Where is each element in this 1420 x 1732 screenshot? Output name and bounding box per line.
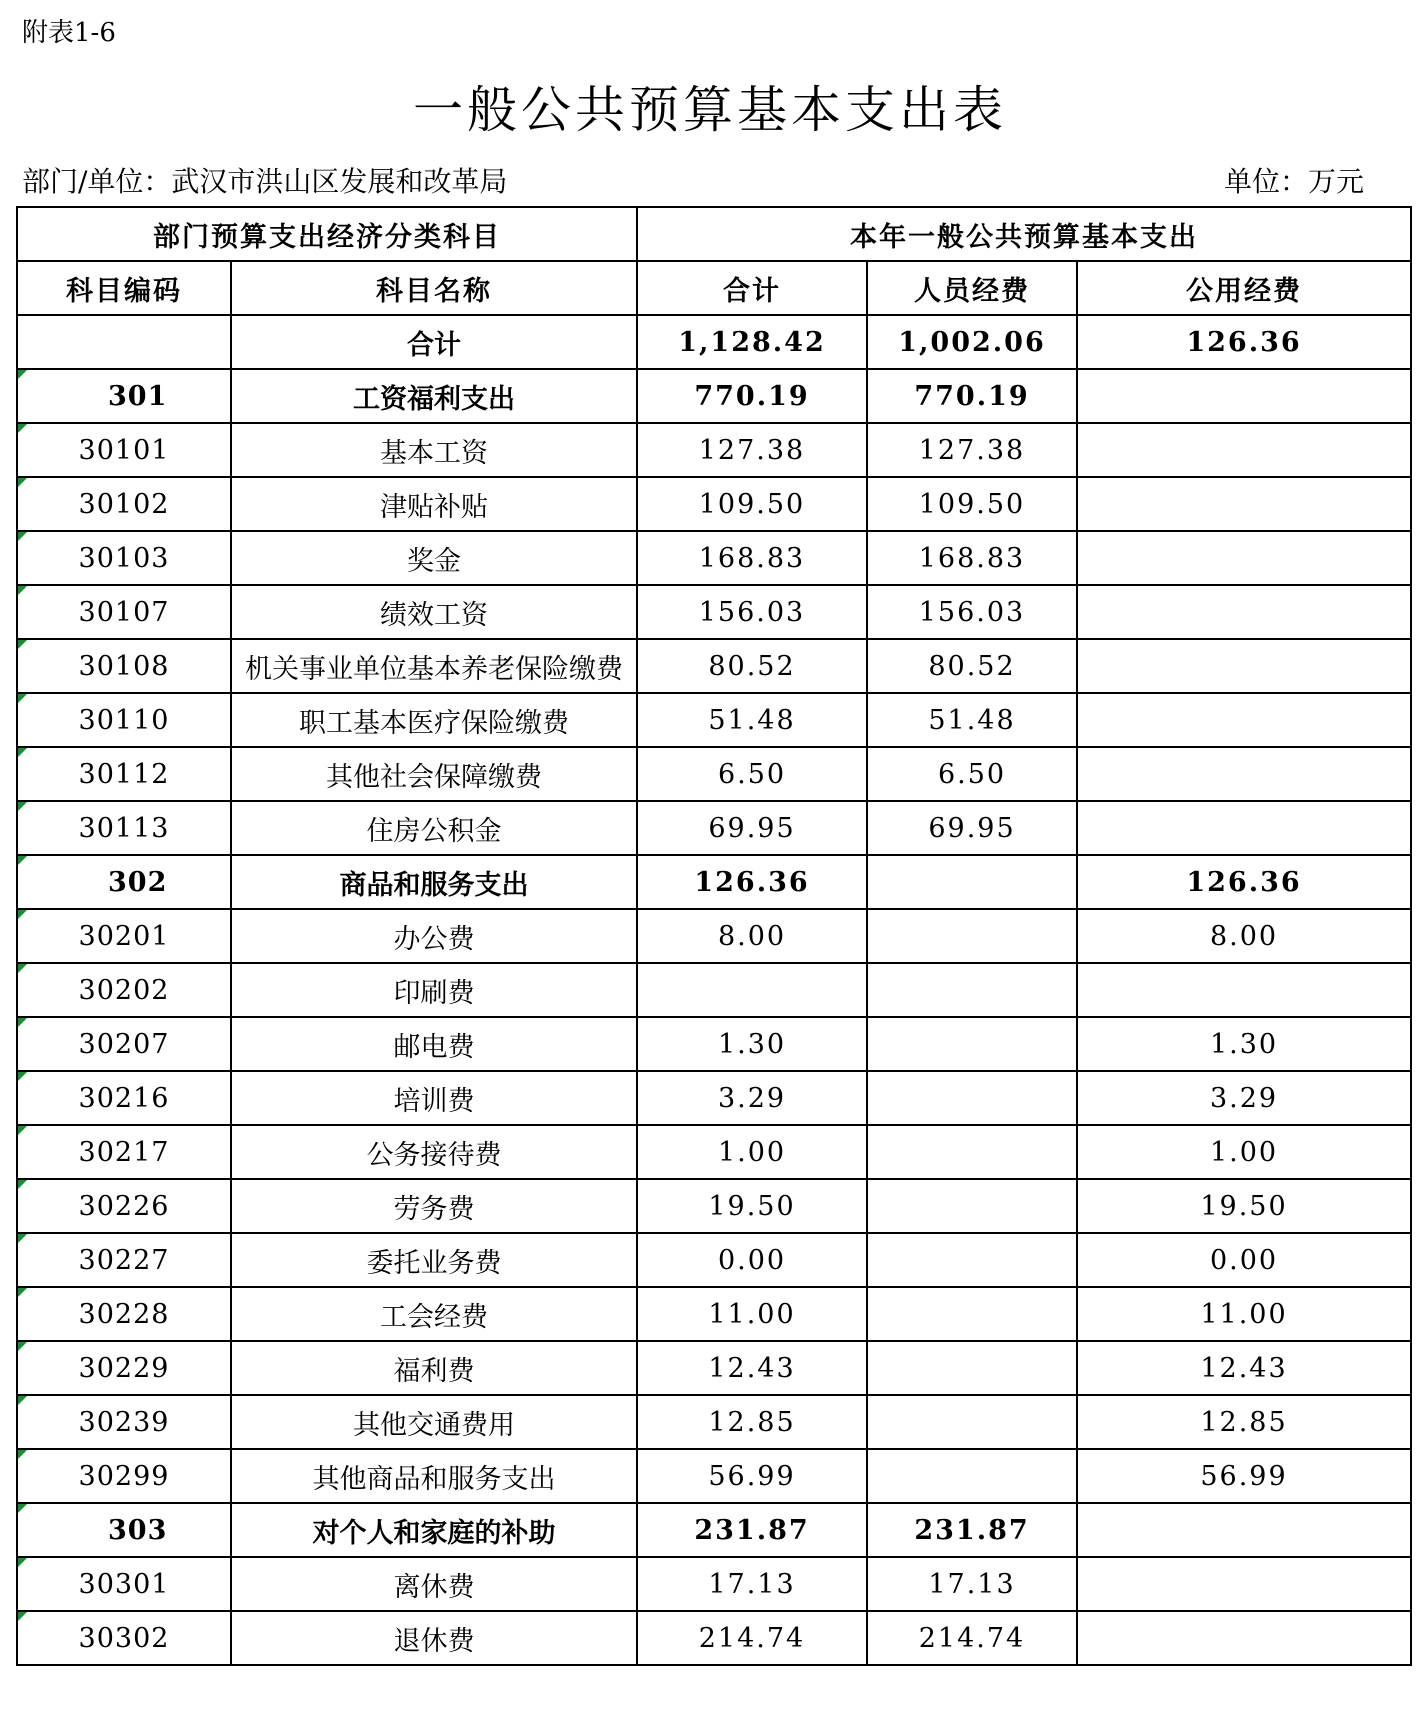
header-group-row bbox=[17, 207, 1411, 261]
row-public: 126.36 bbox=[1077, 855, 1411, 909]
header-group-left: 部门预算支出经济分类科目 bbox=[17, 207, 637, 261]
row-code: 30207 bbox=[17, 1017, 231, 1071]
table-row bbox=[17, 801, 1411, 855]
annex-label: 附表1-6 bbox=[22, 18, 116, 48]
header-name: 科目名称 bbox=[231, 261, 637, 315]
row-total: 6.50 bbox=[637, 747, 867, 801]
row-public bbox=[1077, 369, 1411, 423]
row-name: 机关事业单位基本养老保险缴费 bbox=[231, 639, 637, 693]
row-code: 30201 bbox=[17, 909, 231, 963]
table-row bbox=[17, 1395, 1411, 1449]
row-total: 51.48 bbox=[637, 693, 867, 747]
row-personnel: 69.95 bbox=[867, 801, 1077, 855]
row-personnel: 17.13 bbox=[867, 1557, 1077, 1611]
table-row bbox=[17, 585, 1411, 639]
table-row bbox=[17, 693, 1411, 747]
table-row bbox=[17, 1611, 1411, 1665]
row-name: 退休费 bbox=[231, 1611, 637, 1665]
row-public: 56.99 bbox=[1077, 1449, 1411, 1503]
row-code: 303 bbox=[17, 1503, 231, 1557]
row-personnel bbox=[867, 909, 1077, 963]
row-code: 30112 bbox=[17, 747, 231, 801]
row-personnel: 231.87 bbox=[867, 1503, 1077, 1557]
row-code: 30302 bbox=[17, 1611, 231, 1665]
row-personnel: 168.83 bbox=[867, 531, 1077, 585]
row-total: 11.00 bbox=[637, 1287, 867, 1341]
row-total: 69.95 bbox=[637, 801, 867, 855]
row-personnel: 51.48 bbox=[867, 693, 1077, 747]
row-personnel: 6.50 bbox=[867, 747, 1077, 801]
header-personnel: 人员经费 bbox=[867, 261, 1077, 315]
table-row bbox=[17, 855, 1411, 909]
row-public bbox=[1077, 1557, 1411, 1611]
row-total: 231.87 bbox=[637, 1503, 867, 1557]
row-name: 津贴补贴 bbox=[231, 477, 637, 531]
department-label: 部门/单位：武汉市洪山区发展和改革局 bbox=[22, 165, 508, 198]
row-code: 301 bbox=[17, 369, 231, 423]
row-code: 30229 bbox=[17, 1341, 231, 1395]
row-public: 19.50 bbox=[1077, 1179, 1411, 1233]
row-name: 工资福利支出 bbox=[231, 369, 637, 423]
row-total: 127.38 bbox=[637, 423, 867, 477]
table-row bbox=[17, 639, 1411, 693]
row-name: 福利费 bbox=[231, 1341, 637, 1395]
table-row bbox=[17, 1557, 1411, 1611]
row-personnel bbox=[867, 855, 1077, 909]
header-code: 科目编码 bbox=[17, 261, 231, 315]
row-total: 8.00 bbox=[637, 909, 867, 963]
row-name: 其他社会保障缴费 bbox=[231, 747, 637, 801]
row-name: 对个人和家庭的补助 bbox=[231, 1503, 637, 1557]
row-personnel bbox=[867, 1179, 1077, 1233]
row-personnel bbox=[867, 1233, 1077, 1287]
row-code: 30108 bbox=[17, 639, 231, 693]
row-total: 109.50 bbox=[637, 477, 867, 531]
row-total: 126.36 bbox=[637, 855, 867, 909]
row-name: 住房公积金 bbox=[231, 801, 637, 855]
table-row bbox=[17, 423, 1411, 477]
row-public bbox=[1077, 693, 1411, 747]
row-total: 0.00 bbox=[637, 1233, 867, 1287]
unit-label: 单位：万元 bbox=[1224, 165, 1365, 198]
row-total: 168.83 bbox=[637, 531, 867, 585]
row-total bbox=[637, 963, 867, 1017]
row-public: 12.43 bbox=[1077, 1341, 1411, 1395]
row-code: 30103 bbox=[17, 531, 231, 585]
table-row bbox=[17, 1287, 1411, 1341]
row-name: 离休费 bbox=[231, 1557, 637, 1611]
row-code: 302 bbox=[17, 855, 231, 909]
row-code: 30299 bbox=[17, 1449, 231, 1503]
total-public: 126.36 bbox=[1077, 315, 1411, 369]
row-code: 30227 bbox=[17, 1233, 231, 1287]
header-column-row bbox=[17, 261, 1411, 315]
row-public bbox=[1077, 1611, 1411, 1665]
row-name: 公务接待费 bbox=[231, 1125, 637, 1179]
row-name: 工会经费 bbox=[231, 1287, 637, 1341]
row-public: 1.30 bbox=[1077, 1017, 1411, 1071]
row-total: 1.30 bbox=[637, 1017, 867, 1071]
table-row bbox=[17, 1341, 1411, 1395]
row-total: 56.99 bbox=[637, 1449, 867, 1503]
table-row bbox=[17, 369, 1411, 423]
row-name: 奖金 bbox=[231, 531, 637, 585]
header-group-right: 本年一般公共预算基本支出 bbox=[637, 207, 1411, 261]
row-name: 邮电费 bbox=[231, 1017, 637, 1071]
total-code bbox=[17, 315, 231, 369]
row-name: 其他商品和服务支出 bbox=[231, 1449, 637, 1503]
row-total: 156.03 bbox=[637, 585, 867, 639]
row-name: 其他交通费用 bbox=[231, 1395, 637, 1449]
total-amount: 1,128.42 bbox=[637, 315, 867, 369]
row-public: 1.00 bbox=[1077, 1125, 1411, 1179]
row-public: 3.29 bbox=[1077, 1071, 1411, 1125]
row-public bbox=[1077, 801, 1411, 855]
row-code: 30101 bbox=[17, 423, 231, 477]
row-code: 30113 bbox=[17, 801, 231, 855]
table-row bbox=[17, 1503, 1411, 1557]
row-public bbox=[1077, 963, 1411, 1017]
row-public: 12.85 bbox=[1077, 1395, 1411, 1449]
row-name: 商品和服务支出 bbox=[231, 855, 637, 909]
row-personnel: 770.19 bbox=[867, 369, 1077, 423]
total-name: 合计 bbox=[231, 315, 637, 369]
header-public: 公用经费 bbox=[1077, 261, 1411, 315]
row-total: 17.13 bbox=[637, 1557, 867, 1611]
table-row bbox=[17, 531, 1411, 585]
row-personnel bbox=[867, 1395, 1077, 1449]
table-row bbox=[17, 1233, 1411, 1287]
row-public bbox=[1077, 1503, 1411, 1557]
budget-table bbox=[16, 206, 1412, 1666]
row-total: 1.00 bbox=[637, 1125, 867, 1179]
row-personnel bbox=[867, 1071, 1077, 1125]
row-total: 19.50 bbox=[637, 1179, 867, 1233]
row-code: 30110 bbox=[17, 693, 231, 747]
row-personnel bbox=[867, 1017, 1077, 1071]
row-total: 12.85 bbox=[637, 1395, 867, 1449]
row-name: 职工基本医疗保险缴费 bbox=[231, 693, 637, 747]
row-personnel bbox=[867, 1341, 1077, 1395]
row-public bbox=[1077, 747, 1411, 801]
header-total: 合计 bbox=[637, 261, 867, 315]
total-personnel: 1,002.06 bbox=[867, 315, 1077, 369]
row-personnel: 127.38 bbox=[867, 423, 1077, 477]
row-public bbox=[1077, 477, 1411, 531]
table-row bbox=[17, 963, 1411, 1017]
row-code: 30239 bbox=[17, 1395, 231, 1449]
total-row bbox=[17, 315, 1411, 369]
row-personnel bbox=[867, 1287, 1077, 1341]
row-total: 80.52 bbox=[637, 639, 867, 693]
table-row bbox=[17, 909, 1411, 963]
row-personnel: 156.03 bbox=[867, 585, 1077, 639]
row-public bbox=[1077, 639, 1411, 693]
row-name: 培训费 bbox=[231, 1071, 637, 1125]
row-personnel bbox=[867, 963, 1077, 1017]
row-code: 30217 bbox=[17, 1125, 231, 1179]
table-row bbox=[17, 747, 1411, 801]
row-total: 12.43 bbox=[637, 1341, 867, 1395]
table-row bbox=[17, 1017, 1411, 1071]
table-row bbox=[17, 1179, 1411, 1233]
row-code: 30226 bbox=[17, 1179, 231, 1233]
row-name: 基本工资 bbox=[231, 423, 637, 477]
table-row bbox=[17, 477, 1411, 531]
table-row bbox=[17, 1071, 1411, 1125]
row-personnel bbox=[867, 1125, 1077, 1179]
row-total: 214.74 bbox=[637, 1611, 867, 1665]
row-name: 委托业务费 bbox=[231, 1233, 637, 1287]
row-public bbox=[1077, 585, 1411, 639]
row-name: 印刷费 bbox=[231, 963, 637, 1017]
table-row bbox=[17, 1125, 1411, 1179]
row-public: 0.00 bbox=[1077, 1233, 1411, 1287]
page-title: 一般公共预算基本支出表 bbox=[413, 81, 1007, 139]
row-public bbox=[1077, 423, 1411, 477]
row-personnel: 109.50 bbox=[867, 477, 1077, 531]
row-code: 30102 bbox=[17, 477, 231, 531]
row-name: 绩效工资 bbox=[231, 585, 637, 639]
row-public: 11.00 bbox=[1077, 1287, 1411, 1341]
row-name: 办公费 bbox=[231, 909, 637, 963]
row-total: 3.29 bbox=[637, 1071, 867, 1125]
row-personnel: 80.52 bbox=[867, 639, 1077, 693]
row-total: 770.19 bbox=[637, 369, 867, 423]
row-code: 30301 bbox=[17, 1557, 231, 1611]
row-public bbox=[1077, 531, 1411, 585]
row-code: 30107 bbox=[17, 585, 231, 639]
row-personnel: 214.74 bbox=[867, 1611, 1077, 1665]
row-public: 8.00 bbox=[1077, 909, 1411, 963]
row-code: 30216 bbox=[17, 1071, 231, 1125]
table-row bbox=[17, 1449, 1411, 1503]
row-name: 劳务费 bbox=[231, 1179, 637, 1233]
row-code: 30228 bbox=[17, 1287, 231, 1341]
row-personnel bbox=[867, 1449, 1077, 1503]
row-code: 30202 bbox=[17, 963, 231, 1017]
